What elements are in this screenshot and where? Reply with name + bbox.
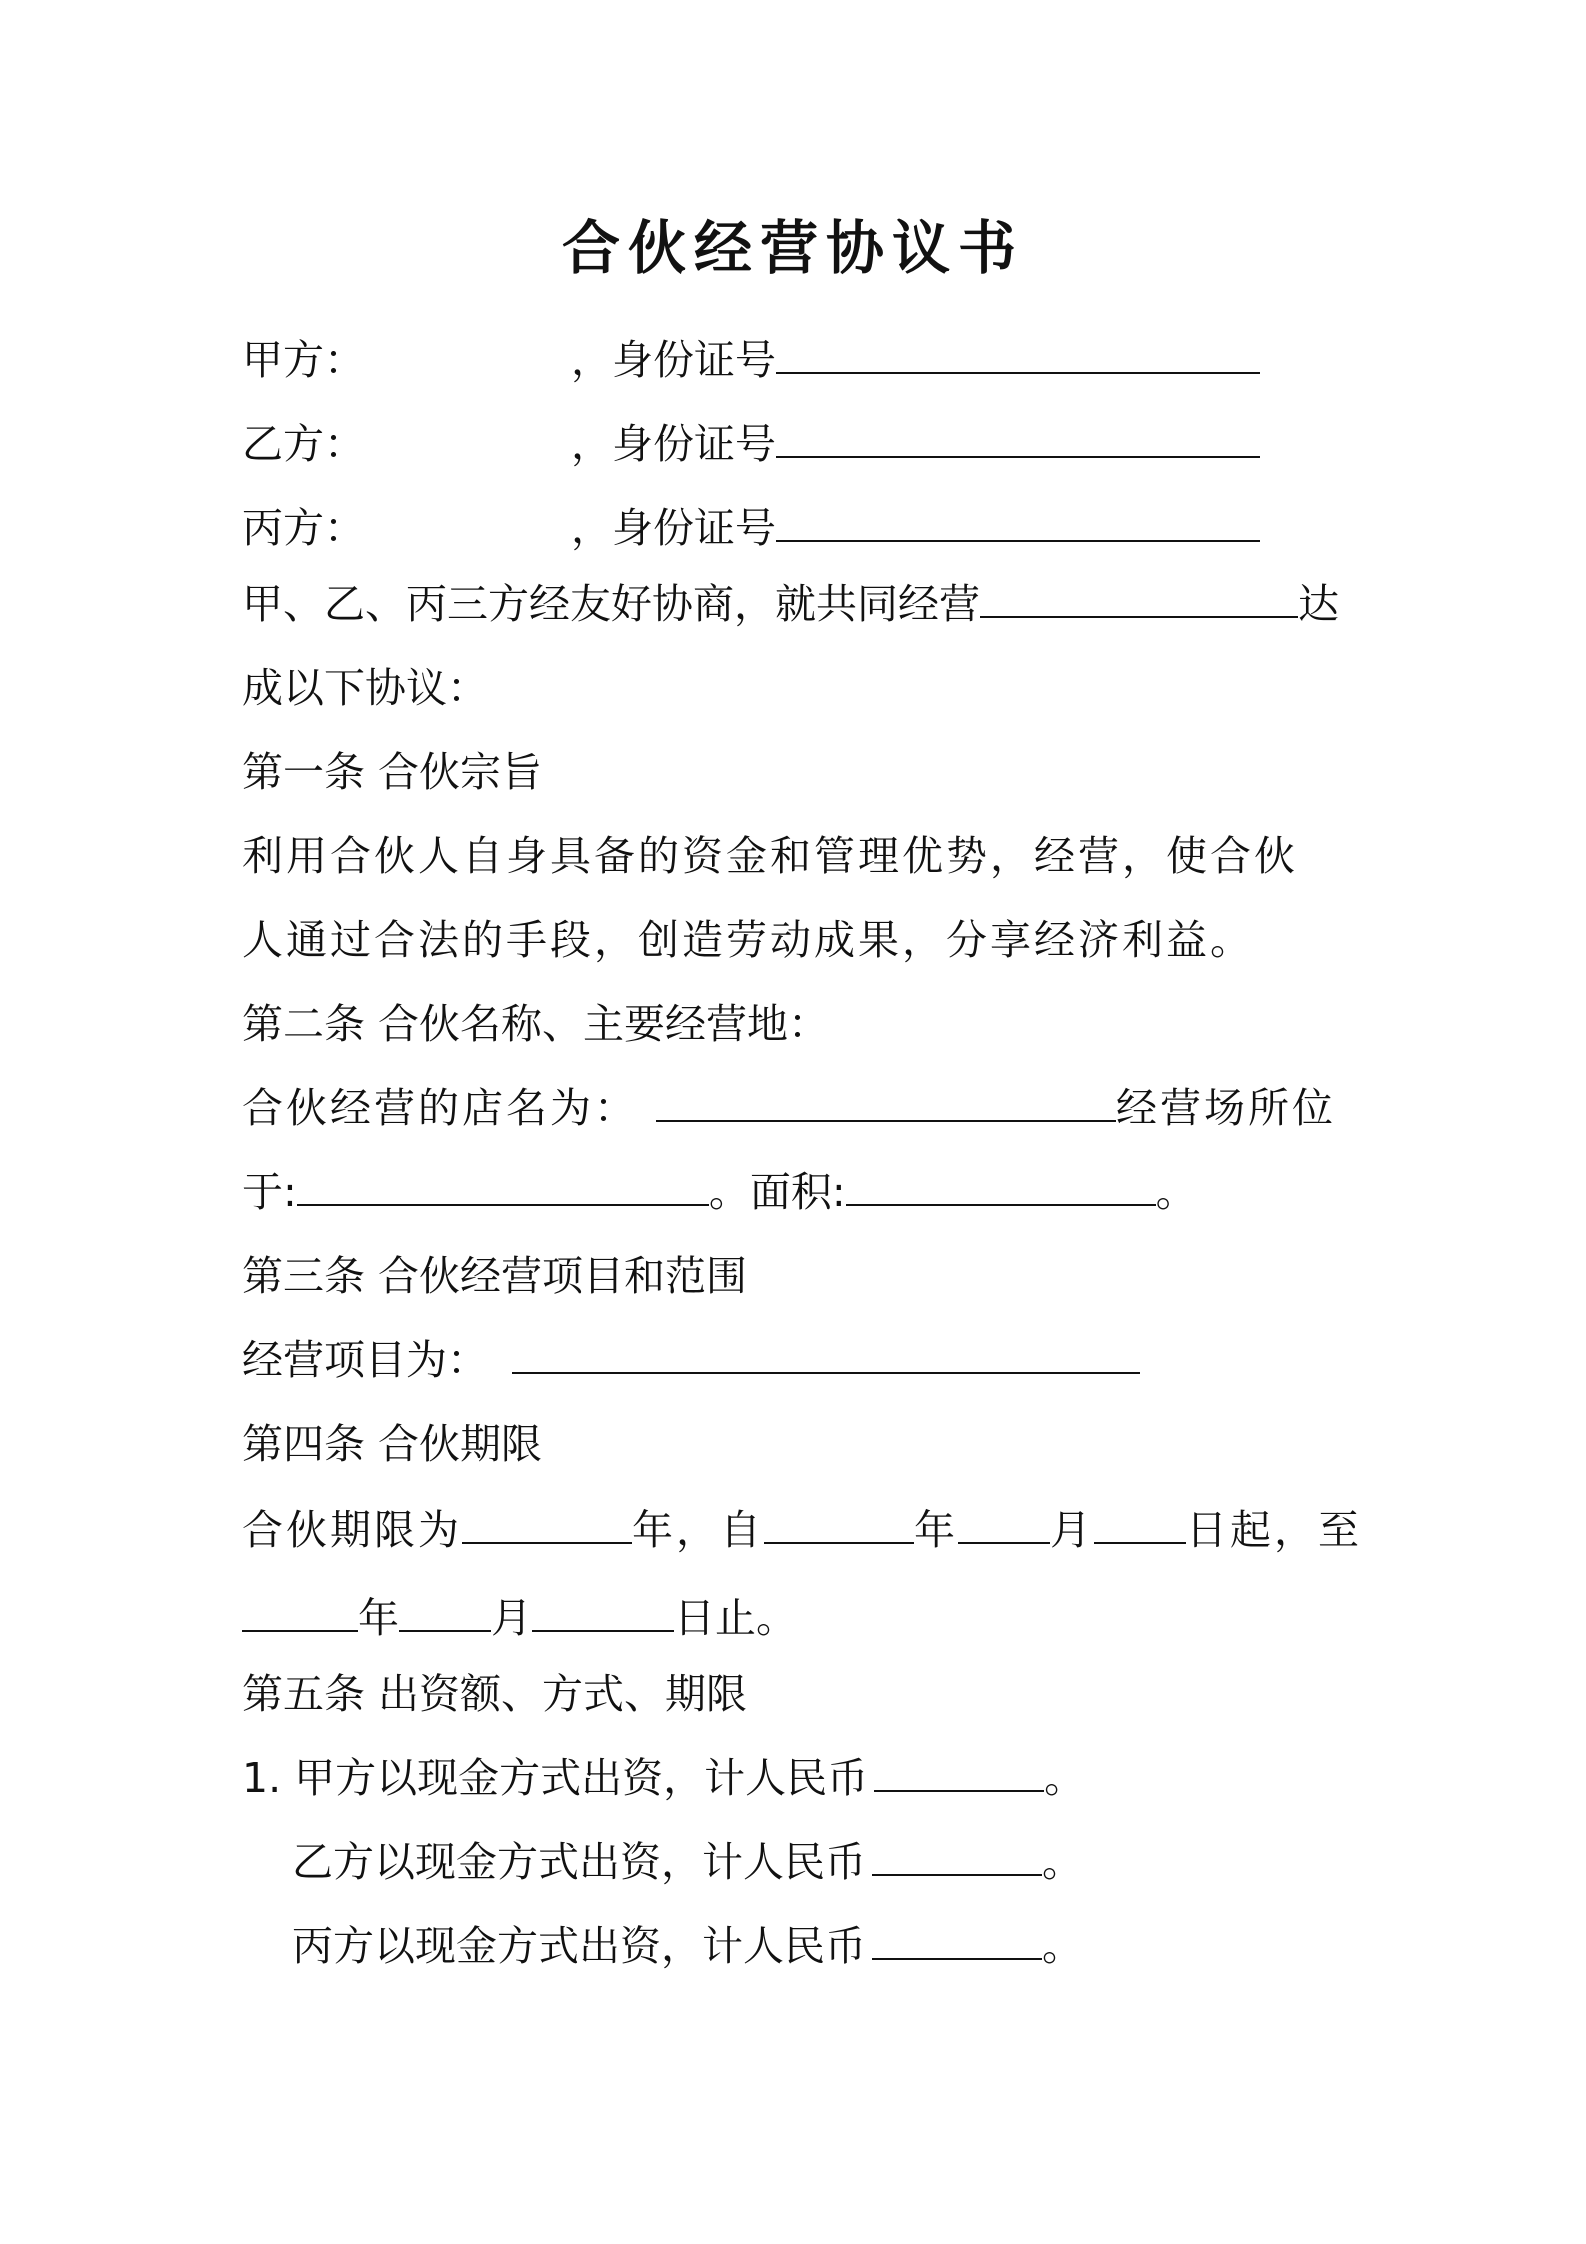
contribution-b-text: 乙方以现金方式出资，计人民币 [292, 1838, 866, 1886]
start-year-blank[interactable] [764, 1508, 914, 1544]
party-a-line [242, 330, 1260, 390]
start-day-label: 日起，至 [1186, 1506, 1362, 1554]
contribution-b-blank[interactable] [872, 1840, 1042, 1876]
end-year-label: 年 [358, 1594, 399, 1642]
party-c-id-blank[interactable] [776, 506, 1260, 542]
contribution-c-blank[interactable] [872, 1924, 1042, 1960]
shop-name-line [242, 1078, 1336, 1138]
business-items-label: 经营项目为： [242, 1336, 488, 1384]
term-year-label: 年，自 [632, 1506, 764, 1554]
business-blank[interactable] [980, 582, 1298, 618]
article-4-heading: 第四条 合伙期限 [242, 1420, 543, 1468]
start-year-label: 年 [914, 1506, 958, 1554]
end-month-blank[interactable] [399, 1596, 491, 1632]
contribution-line-a [242, 1748, 1085, 1808]
contribution-a-blank[interactable] [874, 1756, 1044, 1792]
party-a-label: 甲方： [242, 336, 365, 384]
contribution-line-b [292, 1832, 1083, 1892]
intro-text-2: 成以下协议： [242, 664, 488, 712]
term-line-2 [242, 1588, 797, 1648]
business-items-blank[interactable] [512, 1338, 1140, 1374]
location-blank[interactable] [297, 1170, 709, 1206]
article-2-heading: 第二条 合伙名称、主要经营地： [242, 1000, 830, 1048]
contribution-line-c [292, 1916, 1083, 1976]
area-blank[interactable] [846, 1170, 1156, 1206]
document-title: 合伙经营协议书 [561, 214, 1024, 282]
area-label: 。面积: [708, 1168, 846, 1216]
end-day-label: 日止。 [674, 1594, 797, 1642]
contribution-a-end: 。 [1044, 1754, 1086, 1802]
start-month-blank[interactable] [958, 1508, 1050, 1544]
start-month-label: 月 [1050, 1506, 1094, 1554]
location-label: 经营场所位 [1116, 1084, 1336, 1132]
end-month-label: 月 [491, 1594, 532, 1642]
end-day-blank[interactable] [532, 1596, 674, 1632]
intro-line-1 [242, 574, 1339, 634]
start-day-blank[interactable] [1094, 1508, 1186, 1544]
party-c-label: 丙方： [242, 504, 365, 552]
party-b-id-blank[interactable] [776, 422, 1260, 458]
term-prefix: 合伙期限为 [242, 1506, 462, 1554]
party-a-id-label: ，身份证号 [571, 336, 776, 384]
party-b-line [242, 414, 1260, 474]
intro-line-2 [242, 658, 488, 718]
location-line [242, 1162, 1197, 1222]
location-label-2: 于: [242, 1168, 297, 1216]
business-items-line [242, 1330, 1140, 1390]
contribution-c-text: 丙方以现金方式出资，计人民币 [292, 1922, 866, 1970]
article-3-heading: 第三条 合伙经营项目和范围 [242, 1252, 748, 1300]
party-b-id-label: ，身份证号 [571, 420, 776, 468]
party-c-id-label: ，身份证号 [571, 504, 776, 552]
term-years-blank[interactable] [462, 1508, 632, 1544]
party-c-line [242, 498, 1260, 558]
article-5-heading: 第五条 出资额、方式、期限 [242, 1670, 748, 1718]
end-year-blank[interactable] [242, 1596, 358, 1632]
term-line-1 [242, 1500, 1362, 1560]
area-end: 。 [1155, 1168, 1197, 1216]
article-1-text-2: 人通过合法的手段，创造劳动成果，分享经济利益。 [242, 916, 1254, 964]
party-b-label: 乙方： [242, 420, 365, 468]
intro-text-end: 达 [1298, 580, 1339, 628]
party-a-id-blank[interactable] [776, 338, 1260, 374]
contribution-c-end: 。 [1042, 1922, 1083, 1970]
contribution-a-text: 1. 甲方以现金方式出资，计人民币 [242, 1754, 869, 1802]
article-1-heading: 第一条 合伙宗旨 [242, 748, 543, 796]
shop-name-label: 合伙经营的店名为： [242, 1084, 638, 1132]
shop-name-blank[interactable] [656, 1086, 1116, 1122]
contribution-b-end: 。 [1042, 1838, 1083, 1886]
intro-text: 甲、乙、丙三方经友好协商，就共同经营 [242, 580, 980, 628]
article-1-text-1: 利用合伙人自身具备的资金和管理优势，经营，使合伙 [242, 832, 1298, 880]
